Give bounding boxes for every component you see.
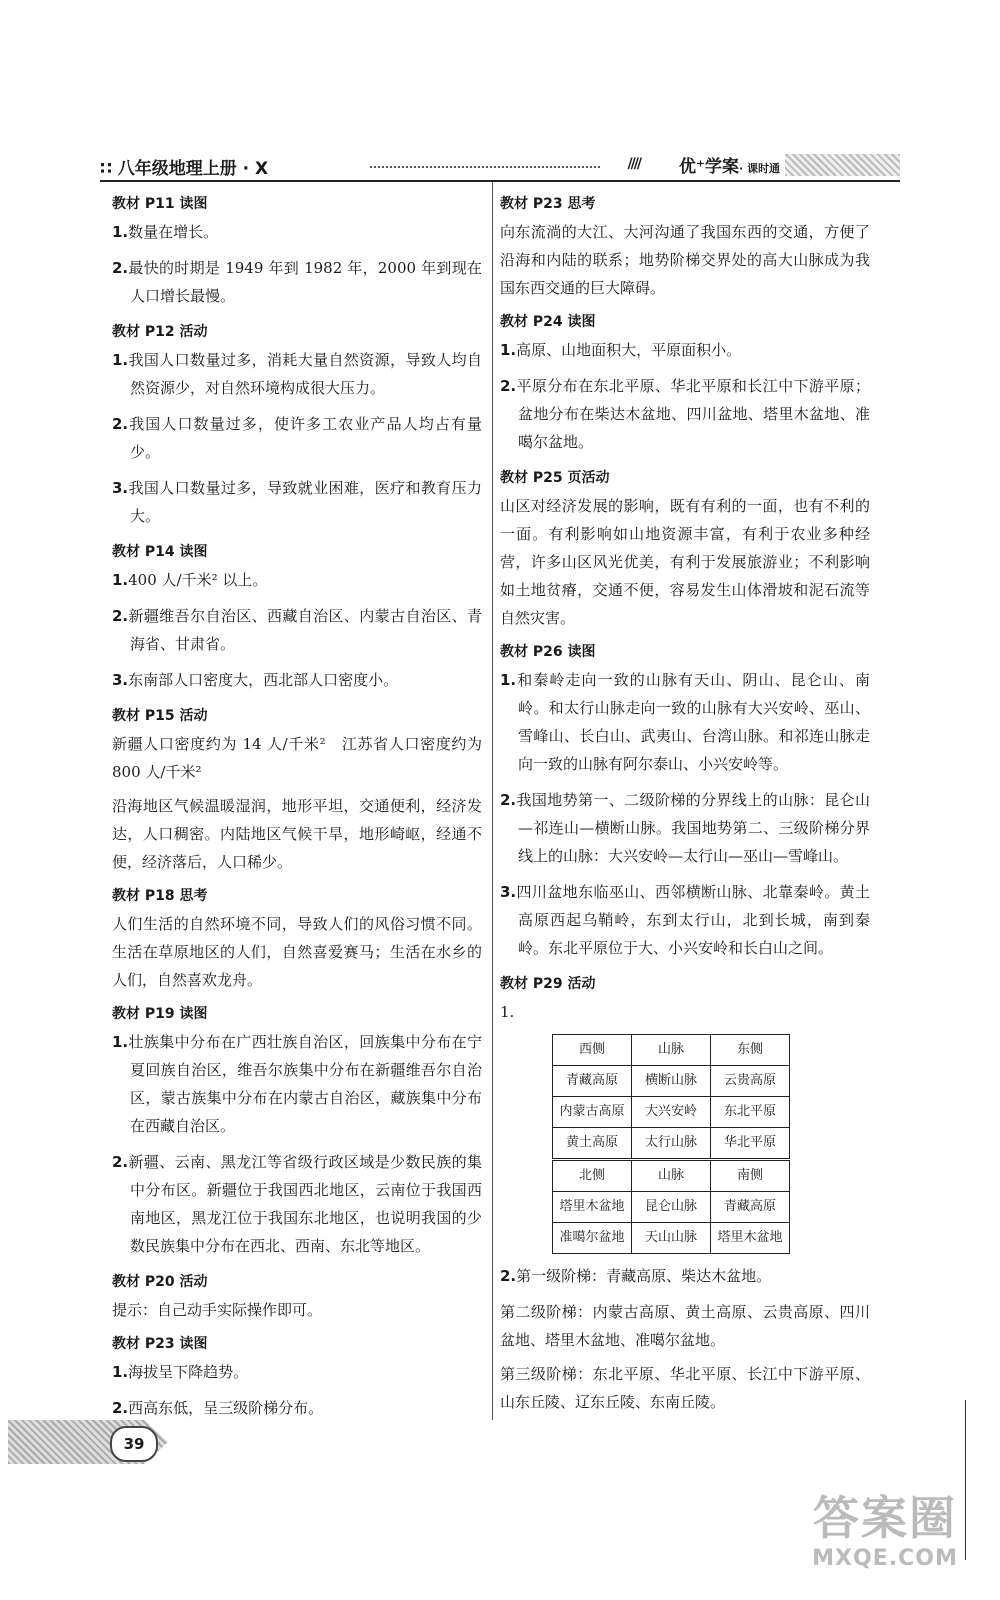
table-cell: 南侧 <box>711 1160 790 1192</box>
section-title: 教材 P20 活动 <box>112 1274 208 1290</box>
table-cell: 北侧 <box>553 1160 632 1192</box>
table-row <box>553 1128 790 1160</box>
item-text: 我国人口数量过多，使许多工农业产品人均占有量少。 <box>128 415 482 461</box>
list-item <box>500 372 870 456</box>
table-cell: 华北平原 <box>711 1128 790 1160</box>
item-number: 2. <box>112 607 129 625</box>
page-header <box>100 152 900 182</box>
item-text: 东南部人口密度大，西北部人口密度小。 <box>128 671 399 689</box>
list-item <box>112 346 482 402</box>
item-number: 2. <box>112 1153 129 1171</box>
table-row <box>553 1192 790 1223</box>
item-text: 和秦岭走向一致的山脉有天山、阴山、昆仑山、南岭。和太行山脉走向一致的山脉有大兴安岭、巫山、雪峰山、长白山、武夷山、台湾山脉。和祁连山脉走向一致的山脉有阿尔泰山、小兴安岭等。 <box>516 671 870 773</box>
section-title: 教材 P14 读图 <box>112 544 208 560</box>
item-text: 壮族集中分布在广西壮族自治区，回族集中分布在宁夏回族自治区，维吾尔族集中分布在新疆维吾尔自治区，蒙古族集中分布在内蒙古自治区，藏族集中分布在西藏自治区。 <box>128 1033 482 1135</box>
item-number: 2. <box>112 259 129 277</box>
section-title: 教材 P29 活动 <box>500 976 596 992</box>
item-text: 数量在增长。 <box>128 223 219 241</box>
right-column <box>500 186 870 1422</box>
header-slashes: //// <box>627 156 640 172</box>
terrain-table <box>552 1034 790 1254</box>
page-number: 39 <box>110 1426 158 1462</box>
brand-sub: · 课时通 <box>738 162 780 175</box>
section-title: 教材 P25 页活动 <box>500 470 610 486</box>
item-number: 2. <box>500 377 517 395</box>
table-cell: 大兴安岭 <box>632 1097 711 1128</box>
item-text: 新疆维吾尔自治区、西藏自治区、内蒙古自治区、青海省、甘肃省。 <box>128 607 482 653</box>
item-number: 1. <box>112 223 129 241</box>
brand-name: 优⁺学案 <box>679 157 739 177</box>
table-cell: 东侧 <box>711 1035 790 1066</box>
list-item <box>112 410 482 466</box>
list-item <box>112 566 482 594</box>
table-cell: 横断山脉 <box>632 1066 711 1097</box>
item-text: 四川盆地东临巫山、西邻横断山脉、北靠秦岭。黄土高原西起乌鞘岭，东到太行山，北到长城，南到秦岭。东北平原位于大、小兴安岭和长白山之间。 <box>516 883 870 957</box>
list-item <box>112 218 482 246</box>
table-cell: 山脉 <box>632 1160 711 1192</box>
column-divider <box>492 182 493 1420</box>
edge-line <box>965 1400 966 1560</box>
table-cell: 西侧 <box>553 1035 632 1066</box>
table-cell: 塔里木盆地 <box>711 1223 790 1254</box>
item-number: 1. <box>112 351 129 369</box>
list-item <box>112 474 482 530</box>
table-cell: 昆仑山脉 <box>632 1192 711 1223</box>
item-number: 1. <box>112 571 129 589</box>
paragraph: 向东流淌的大江、大河沟通了我国东西的交通，方便了沿海和内陆的联系；地势阶梯交界处的高大山脉成为我国东西交通的巨大障碍。 <box>500 223 870 297</box>
item-number: 1. <box>500 671 517 689</box>
paragraph: 第三级阶梯：东北平原、华北平原、长江中下游平原、山东丘陵、辽东丘陵、东南丘陵。 <box>500 1365 870 1411</box>
watermark-text: 答案圈 <box>813 1491 957 1545</box>
question-number: 1. <box>500 1003 515 1021</box>
book-title: ∷ 八年级地理上册 · X <box>100 159 269 179</box>
item-text: 第一级阶梯：青藏高原、柴达木盆地。 <box>516 1267 772 1285</box>
item-number: 3. <box>500 883 517 901</box>
item-number: 2. <box>112 1399 129 1417</box>
table-row <box>553 1223 790 1254</box>
section-title: 教材 P23 读图 <box>112 1336 208 1352</box>
paragraph: 沿海地区气候温暖湿润，地形平坦，交通便利，经济发达，人口稠密。内陆地区气候干旱，地形崎岖，经通不便，经济落后，人口稀少。 <box>112 797 482 871</box>
section-title: 教材 P15 活动 <box>112 708 208 724</box>
paragraph: 人们生活的自然环境不同，导致人们的风俗习惯不同。生活在草原地区的人们，自然喜爱赛马；生活在水乡的人们，自然喜欢龙舟。 <box>112 915 482 989</box>
table-cell: 山脉 <box>632 1035 711 1066</box>
paragraph: 山区对经济发展的影响，既有有利的一面，也有不利的一面。有利影响如山地资源丰富，有利于农业多种经营，许多山区风光优美，有利于发展旅游业；不利影响如土地贫瘠，交通不便，容易发生山体滑坡和泥石流等自然灾害。 <box>500 497 870 627</box>
item-text: 我国人口数量过多，导致就业困难，医疗和教育压力大。 <box>128 479 482 525</box>
item-text: 平原分布在东北平原、华北平原和长江中下游平原；盆地分布在柴达木盆地、四川盆地、塔里木盆地、准噶尔盆地。 <box>516 377 870 451</box>
table-row <box>553 1066 790 1097</box>
section-title: 教材 P18 思考 <box>112 888 208 904</box>
table-cell: 准噶尔盆地 <box>553 1223 632 1254</box>
item-number: 1. <box>112 1363 129 1381</box>
left-column <box>112 186 482 1430</box>
section-title: 教材 P23 思考 <box>500 196 596 212</box>
watermark-url: MXQE.COM <box>812 1546 958 1571</box>
item-number: 2. <box>500 1267 517 1285</box>
item-text: 新疆、云南、黑龙江等省级行政区域是少数民族的集中分布区。新疆位于我国西北地区，云南位于我国西南地区，黑龙江位于我国东北地区，也说明我国的少数民族集中分布在西北、西南、东北等地区。 <box>128 1153 482 1255</box>
item-number: 3. <box>112 671 129 689</box>
header-hatch-decoration <box>785 154 900 176</box>
section-title: 教材 P12 活动 <box>112 324 208 340</box>
table-cell: 太行山脉 <box>632 1128 711 1160</box>
item-text: 海拔呈下降趋势。 <box>128 1363 249 1381</box>
section-title: 教材 P24 读图 <box>500 314 596 330</box>
list-item <box>500 1262 870 1290</box>
list-item <box>500 786 870 870</box>
list-item <box>500 878 870 962</box>
item-text: 我国地势第一、二级阶梯的分界线上的山脉：昆仑山—祁连山—横断山脉。我国地势第二、三级阶梯分界线上的山脉：大兴安岭—太行山—巫山—雪峰山。 <box>516 791 870 865</box>
table-row <box>553 1097 790 1128</box>
paragraph: 第二级阶梯：内蒙古高原、黄土高原、云贵高原、四川盆地、塔里木盆地、准噶尔盆地。 <box>500 1303 870 1349</box>
paragraph: 提示：自己动手实际操作即可。 <box>112 1301 323 1319</box>
table-cell: 云贵高原 <box>711 1066 790 1097</box>
paragraph: 新疆人口密度约为 14 人/千米² 江苏省人口密度约为 800 人/千米² <box>112 735 482 781</box>
table-cell: 天山山脉 <box>632 1223 711 1254</box>
table-cell: 内蒙古高原 <box>553 1097 632 1128</box>
list-item <box>112 1358 482 1386</box>
list-item <box>112 666 482 694</box>
section-title: 教材 P19 读图 <box>112 1006 208 1022</box>
item-text: 最快的时期是 1949 年到 1982 年，2000 年到现在人口增长最慢。 <box>128 259 482 305</box>
watermark-logo <box>810 1490 960 1580</box>
list-item <box>112 254 482 310</box>
list-item <box>500 336 870 364</box>
item-number: 2. <box>500 791 517 809</box>
item-number: 3. <box>112 479 129 497</box>
table-row <box>553 1160 790 1192</box>
item-text: 我国人口数量过多，消耗大量自然资源，导致人均自然资源少，对自然环境构成很大压力。 <box>128 351 482 397</box>
item-text: 400 人/千米² 以上。 <box>128 571 268 589</box>
item-number: 1. <box>112 1033 129 1051</box>
section-title: 教材 P11 读图 <box>112 196 208 212</box>
item-text: 西高东低，呈三级阶梯分布。 <box>128 1399 324 1417</box>
item-number: 2. <box>112 415 129 433</box>
list-item <box>112 1148 482 1260</box>
table-cell: 黄土高原 <box>553 1128 632 1160</box>
item-text: 高原、山地面积大，平原面积小。 <box>516 341 742 359</box>
table-cell: 青藏高原 <box>553 1066 632 1097</box>
list-item <box>112 1394 482 1422</box>
table-row <box>553 1035 790 1066</box>
table-cell: 东北平原 <box>711 1097 790 1128</box>
brand-title <box>679 152 780 177</box>
item-number: 1. <box>500 341 517 359</box>
list-item <box>500 666 870 778</box>
header-rule <box>100 180 900 182</box>
table-cell: 青藏高原 <box>711 1192 790 1223</box>
section-title: 教材 P26 读图 <box>500 644 596 660</box>
header-dotted-line <box>370 166 600 168</box>
list-item <box>112 1028 482 1140</box>
list-item <box>112 602 482 658</box>
table-cell: 塔里木盆地 <box>553 1192 632 1223</box>
